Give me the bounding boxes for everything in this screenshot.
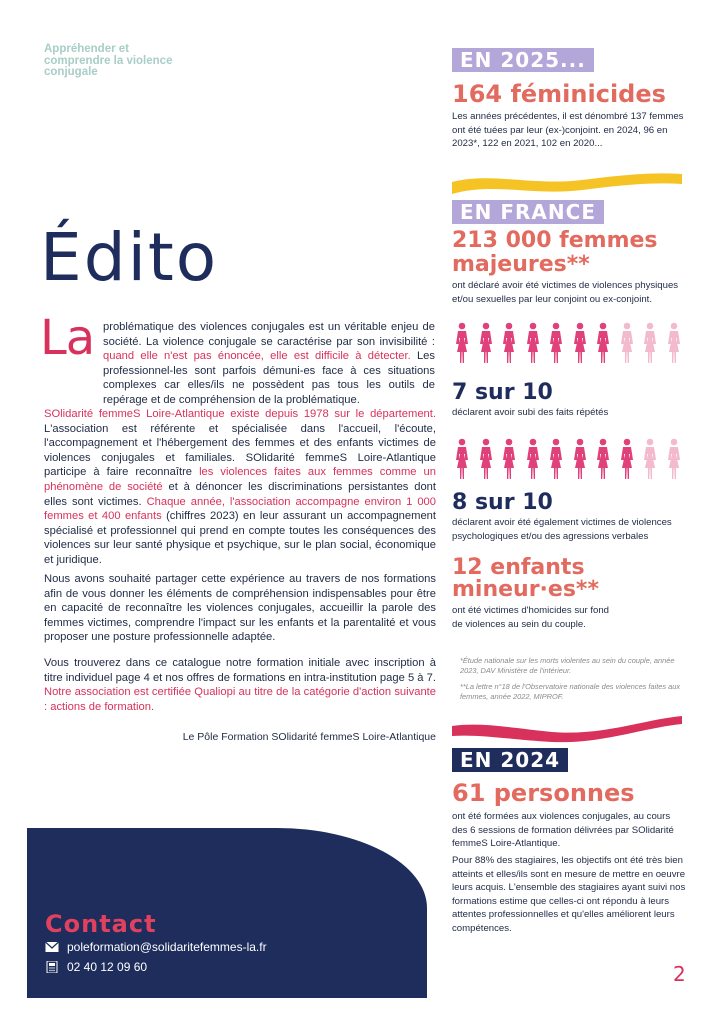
p4-text: Vous trouverez dans ce catalogue notre formation initiale avec inscription à titre individuel page 4 et nos offres de formations en intra-institution page 5 à 7. <box>44 657 436 684</box>
woman-figure-empty <box>617 322 637 364</box>
stat-trainees-desc-1: ont été formées aux violences conjugales, au cours des 6 sessions de formation délivrées par SOlidarité femmeS Loire-Atlantique. <box>452 811 674 849</box>
p4-highlight: Notre association est certifiée Qualiopi au titre de la catégorie d'action suivante : actions de formation. <box>44 686 436 713</box>
stat-feminicides: 164 féminicides <box>452 80 666 108</box>
p2-text-1: L'association est référente et spécialisée dans l'accueil, l'écoute, l'accompagnement et l'hébergement des femmes et des enfants victimes de violences conjugales et familiales. SOlidarité femmeS Loire-Atlantique participe à faire reconnaître <box>44 422 436 479</box>
signature: Le Pôle Formation SOlidarité femmeS Loire-Atlantique <box>182 731 436 743</box>
woman-figure-filled <box>499 438 519 480</box>
tag-2024: EN 2024 <box>452 748 568 772</box>
stat-children <box>452 557 599 601</box>
edito-paragraph-1 <box>103 320 435 406</box>
woman-figure-filled <box>617 438 637 480</box>
stat-ratio-1: 7 sur 10 <box>452 380 553 405</box>
stat-children-line-2: mineur·es** <box>452 577 599 602</box>
p1-highlight: quand elle n'est pas énoncée, elle est difficile à détecter. <box>103 350 411 363</box>
woman-figure-filled <box>593 438 613 480</box>
stat-ratio-2-desc: déclarent avoir été également victimes de violences psychologiques et/ou des agressions verbales <box>452 517 672 542</box>
pink-wave-decoration <box>452 712 682 746</box>
woman-figure-filled <box>476 438 496 480</box>
p1-text-end: Les professionnel-les sont parfois démuni-es face à ces situations complexes car elles/ils ne possèdent pas tous les outils de repérage et de compréhension de la problématique. <box>103 350 435 406</box>
page-number: 2 <box>673 962 686 986</box>
edito-paragraph-3: Nous avons souhaité partager cette expérience au travers de nos formations afin de vous donner les éléments de compréhension indispensables pour être en capacité de reconnaître les violences conjugales, accueillir la parole des femmes victimes, comprendre l'impact sur les enfants et la parentalité et vous proposer une posture professionnelle adaptée. <box>44 573 436 644</box>
section-tag: Appréhender et comprendre la violence conjugale <box>44 43 173 78</box>
woman-figure-filled <box>546 322 566 364</box>
p2-highlight-2: les violences faites aux femmes comme un phénomène de société <box>44 466 436 493</box>
stat-women-line-2: majeures** <box>452 252 590 277</box>
p2-text-3: (chiffres 2023) en leur assurant un accompagnement spécialisé et professionnel qui prend en compte toutes les conséquences des violences sur leur santé physique et psychique, sur le plan social, économique et juridique. <box>44 510 436 566</box>
woman-figure-empty <box>640 438 660 480</box>
p2-text-2: et à dénoncer les discriminations persistantes dont elles sont victimes. <box>44 480 437 508</box>
contact-email-row[interactable] <box>45 940 267 954</box>
woman-figure-filled <box>452 322 472 364</box>
stat-women-desc: ont déclaré avoir été victimes de violences physiques et/ou sexuelles par leur conjoint ou ex-conjoint. <box>452 280 679 305</box>
woman-figure-filled <box>476 322 496 364</box>
stat-women <box>452 229 658 277</box>
p1-text: problématique des violences conjugales est un véritable enjeu de société. La violence conjugale se caractérise par son invisibilité : <box>103 321 435 348</box>
footnote-1: *Étude nationale sur les morts violentes au sein du couple, année 2023, DAV Ministère de l'intérieur. <box>460 656 675 675</box>
p2-highlight-1: SOlidarité femmeS Loire-Atlantique existe depuis 1978 sur le département. <box>44 408 436 420</box>
envelope-icon <box>45 941 59 953</box>
woman-figures-8-of-10 <box>452 438 684 480</box>
stat-trainees-desc-2: Pour 88% des stagiaires, les objectifs ont été très bien atteints et elles/ils sont en mesure de mettre en oeuvre leurs acquis. L'ensemble des stagiaires ayant suivi nos formations estime que celles-ci ont répondu à leurs attentes professionnelles et qu'elles améliorent leurs compétences. <box>452 855 686 934</box>
stat-ratio-1-desc: déclarent avoir subi des faits répétés <box>452 407 609 418</box>
footnote-2: **La lettre n°18 de l'Observatoire nationale des violences faites aux femmes, année 2022, MIPROF. <box>460 682 681 701</box>
woman-figure-filled <box>570 322 590 364</box>
woman-figure-empty <box>640 322 660 364</box>
tag-france: EN FRANCE <box>452 200 604 224</box>
contact-title: Contact <box>45 910 157 938</box>
stat-ratio-2: 8 sur 10 <box>452 490 553 515</box>
woman-figure-empty <box>664 322 684 364</box>
woman-figure-filled <box>593 322 613 364</box>
tag-2025: EN 2025... <box>452 48 594 72</box>
woman-figure-filled <box>499 322 519 364</box>
contact-phone[interactable]: 02 40 12 09 60 <box>67 960 148 974</box>
page-title: Édito <box>40 219 219 296</box>
yellow-wave-decoration <box>452 168 682 198</box>
stat-children-line-1: 12 enfants <box>452 555 585 580</box>
stat-feminicides-desc: Les années précédentes, il est dénombré 137 femmes ont été tuées par leur (ex-)conjoint. en 2024, 96 en 2023*, 122 en 2021, 102 en 2020... <box>452 111 684 149</box>
phone-icon <box>45 961 59 973</box>
stat-trainees: 61 personnes <box>452 779 635 807</box>
woman-figure-filled <box>452 438 472 480</box>
contact-phone-row[interactable] <box>45 960 147 974</box>
woman-figure-empty <box>664 438 684 480</box>
contact-email[interactable]: poleformation@solidaritefemmes-la.fr <box>67 940 267 954</box>
woman-figures-7-of-10 <box>452 322 684 364</box>
dropcap: La <box>40 310 95 366</box>
stat-children-desc: ont été victimes d'homicides sur fond de violences au sein du couple. <box>452 605 610 630</box>
woman-figure-filled <box>546 438 566 480</box>
stat-women-line-1: 213 000 femmes <box>452 228 658 253</box>
woman-figure-filled <box>523 322 543 364</box>
woman-figure-filled <box>523 438 543 480</box>
edito-paragraph-4 <box>44 656 436 714</box>
p2-highlight-3: Chaque année, l'association accompagne environ 1 000 femmes et 400 enfants <box>44 495 436 523</box>
edito-paragraph-2 <box>44 407 436 568</box>
woman-figure-filled <box>570 438 590 480</box>
